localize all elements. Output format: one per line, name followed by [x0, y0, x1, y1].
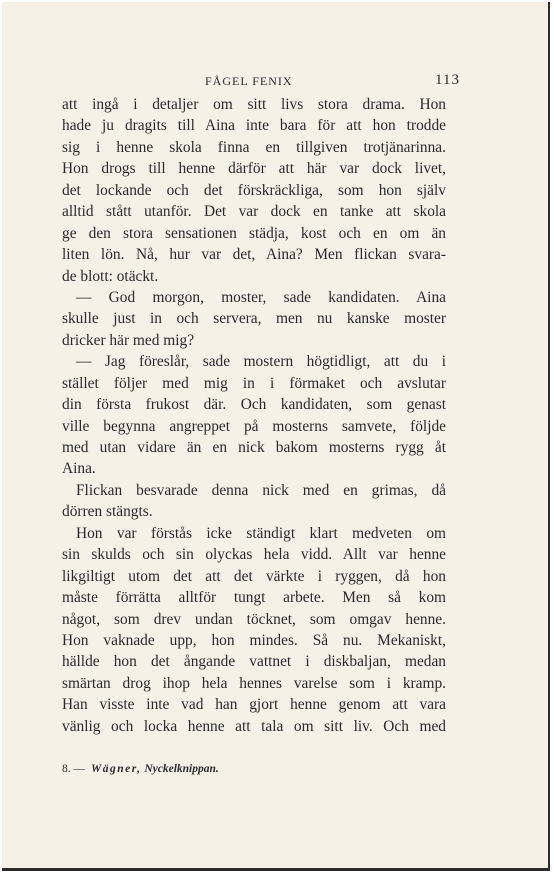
text-line: smärtan drog ihop hela hennes varelse som i kramp.	[62, 674, 446, 692]
body-text	[62, 94, 446, 737]
printer-signature-line	[62, 763, 219, 775]
text-line: dörren stängts.	[62, 503, 153, 521]
text-line: — Jag föreslår, sade mostern högtidligt, att du i	[76, 353, 446, 371]
text-line: vänlig och locka henne att tala om sitt liv. Och med	[62, 717, 446, 735]
text-line: med utan vidare än en nick bakom mosterns rygg åt	[62, 439, 446, 456]
text-line: — God morgon, moster, sade kandidaten. Aina	[76, 288, 446, 306]
text-line: sin skulds och sin olyckas hela vidd. Allt var henne	[62, 546, 446, 564]
text-line: det lockande och det förskräckliga, som hon själv	[62, 181, 446, 199]
author-name: Wägner,	[91, 763, 142, 775]
text-line: ville begynna angreppet på mosterns samvete, följde	[62, 417, 446, 435]
text-line: Aina.	[62, 460, 96, 478]
text-line: att ingå i detaljer om sitt livs stora drama. Hon	[62, 96, 446, 113]
text-line: dricker här med mig?	[62, 331, 195, 349]
page-header	[62, 72, 462, 92]
text-line: stället följer med mig in i förmaket och avslutar	[62, 374, 446, 392]
text-line: likgiltigt utom det att det värkte i ryggen, då hon	[62, 567, 446, 585]
text-line: ge den stora sensationen städja, kost och en om än	[62, 224, 446, 242]
text-line: Hon var förstås icke ständigt klart medveten om	[76, 524, 446, 542]
text-line: skulle just in och servera, men nu kanske moster	[62, 310, 446, 328]
text-line: måste förrätta alltför tungt arbete. Men så kom	[62, 589, 446, 607]
text-line: liten lön. Nå, hur var det, Aina? Men flickan svara-	[62, 246, 446, 264]
text-line: Hon vaknade upp, hon mindes. Så nu. Mekaniskt,	[62, 631, 446, 649]
text-line: Hon drogs till henne därför att här var dock livet,	[62, 160, 446, 178]
text-line: din första frukost där. Och kandidaten, som genast	[62, 396, 446, 414]
text-line: hade ju dragits till Aina inte bara för att hon trodde	[62, 117, 446, 135]
text-line: alltid stått utanför. Det var dock en tanke att skola	[62, 203, 446, 221]
running-title: FÅGEL FENIX	[205, 74, 293, 88]
text-line: något, som drev undan töcknet, som omgav henne.	[62, 610, 446, 628]
text-line: Han visste inte vad han gjort henne genom att vara	[62, 696, 446, 714]
book-page	[2, 2, 550, 871]
text-line: sig i henne skola finna en tillgiven trotjänarinna.	[62, 138, 446, 156]
signature-mark: 8. —	[62, 763, 85, 775]
text-line: hällde hon det ångande vattnet i diskbaljan, medan	[62, 653, 446, 671]
text-line: Flickan besvarade denna nick med en grimas, då	[76, 481, 446, 499]
text-line: de blott: otäckt.	[62, 267, 159, 285]
book-title: Nyckelknippan.	[144, 763, 219, 775]
page-number: 113	[435, 72, 460, 88]
